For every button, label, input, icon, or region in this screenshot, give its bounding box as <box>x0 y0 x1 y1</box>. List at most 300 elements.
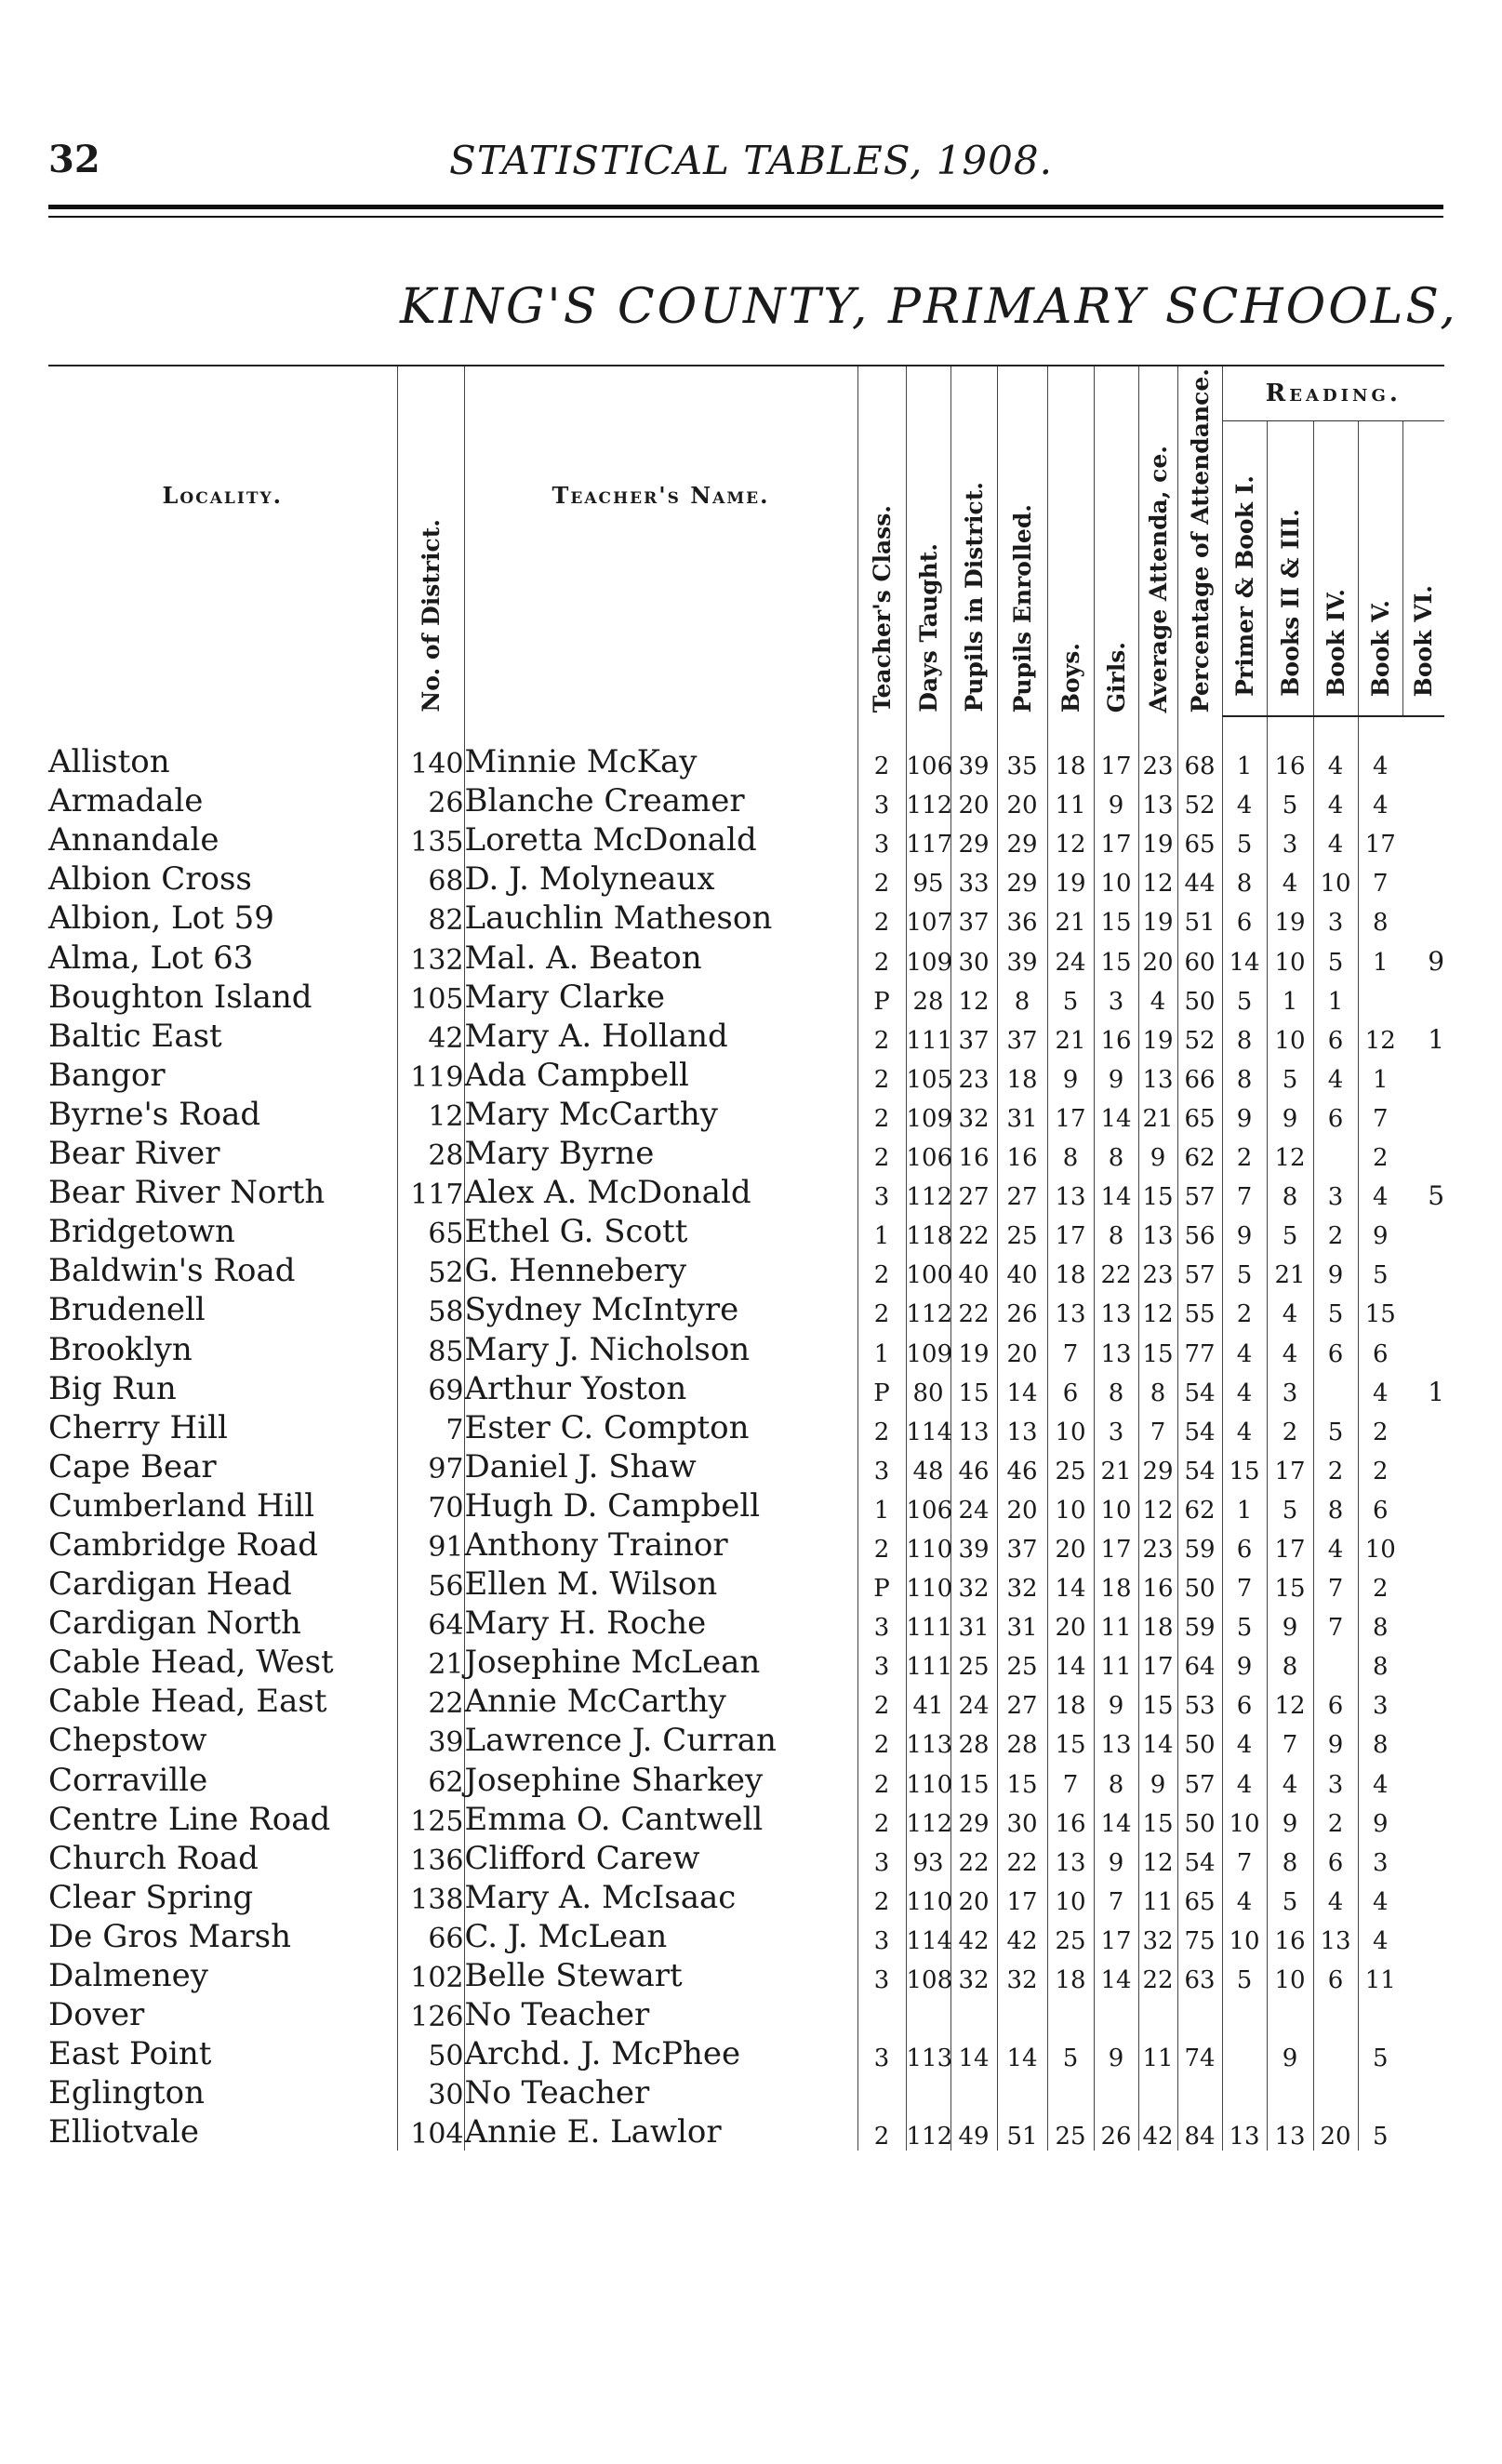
cell-book-6 <box>1402 780 1444 819</box>
cell-days: 110 <box>906 1525 950 1564</box>
cell-teacher: Lawrence J. Curran <box>464 1720 857 1759</box>
cell-book-4 <box>1313 1368 1358 1407</box>
header-primer: Primer & Book I. <box>1230 475 1258 697</box>
cell-pupils-district: 20 <box>950 1877 997 1916</box>
cell-boys: 10 <box>1047 1877 1094 1916</box>
cell-average: 42 <box>1138 2111 1177 2151</box>
cell-days: 100 <box>906 1250 950 1289</box>
cell-teacher: Mary Clarke <box>464 977 857 1016</box>
cell-pupils-enrolled: 14 <box>997 2033 1047 2072</box>
header-district: No. of District. <box>417 519 445 713</box>
cell-percentage: 54 <box>1177 1838 1222 1877</box>
cell-percentage: 57 <box>1177 1172 1222 1211</box>
cell-boys: 9 <box>1047 1055 1094 1094</box>
table-row <box>48 1094 1444 1133</box>
cell-girls: 17 <box>1094 716 1138 780</box>
cell-average: 19 <box>1138 819 1177 859</box>
cell-boys: 18 <box>1047 1250 1094 1289</box>
cell-book-5: 4 <box>1358 1916 1402 1955</box>
cell-days: 112 <box>906 1172 950 1211</box>
cell-book-5: 1 <box>1358 937 1402 976</box>
cell-girls: 14 <box>1094 1172 1138 1211</box>
cell-locality: Annandale <box>48 821 219 859</box>
cell-pupils-enrolled: 15 <box>997 1759 1047 1798</box>
cell-class: 3 <box>857 1642 906 1681</box>
cell-boys: 20 <box>1047 1525 1094 1564</box>
cell-book-4: 20 <box>1313 2111 1358 2151</box>
cell-percentage: 44 <box>1177 859 1222 898</box>
cell-book-6: 9 <box>1428 945 1445 977</box>
cell-locality: Armadale <box>48 782 204 820</box>
cell-books-2-3: 10 <box>1267 1955 1313 1994</box>
cell-book-5: 10 <box>1358 1525 1402 1564</box>
cell-percentage: 65 <box>1177 1094 1222 1133</box>
cell-teacher: Ada Campbell <box>464 1055 857 1094</box>
cell-book-5: 9 <box>1358 1799 1402 1838</box>
cell-girls: 14 <box>1094 1094 1138 1133</box>
header-average: Average Attenda, ce. <box>1144 445 1172 713</box>
cell-days: 112 <box>906 1289 950 1328</box>
cell-boys: 14 <box>1047 1642 1094 1681</box>
cell-pupils-enrolled: 20 <box>997 1328 1047 1367</box>
cell-book-4: 5 <box>1313 1289 1358 1328</box>
cell-class: 2 <box>857 898 906 937</box>
cell-books-2-3: 7 <box>1267 1720 1313 1759</box>
cell-locality: Church Road <box>48 1839 259 1877</box>
cell-book-4: 7 <box>1313 1564 1358 1603</box>
cell-average: 17 <box>1138 1642 1177 1681</box>
cell-primer <box>1222 2033 1267 2072</box>
cell-girls: 3 <box>1094 1407 1138 1446</box>
cell-book-6 <box>1402 1642 1444 1681</box>
table-row <box>48 780 1444 819</box>
cell-boys: 19 <box>1047 859 1094 898</box>
cell-book-6: 1 <box>1428 1023 1445 1055</box>
cell-days: 113 <box>906 1720 950 1759</box>
cell-class <box>857 1994 906 2033</box>
cell-teacher: Lauchlin Matheson <box>464 898 857 937</box>
table-row <box>48 819 1444 859</box>
cell-days: 114 <box>906 1407 950 1446</box>
cell-book-5: 6 <box>1358 1328 1402 1367</box>
cell-boys: 12 <box>1047 819 1094 859</box>
cell-pupils-enrolled: 17 <box>997 1877 1047 1916</box>
cell-pupils-enrolled: 20 <box>997 780 1047 819</box>
cell-girls: 14 <box>1094 1799 1138 1838</box>
cell-pupils-district: 28 <box>950 1720 997 1759</box>
cell-book-4: 10 <box>1313 859 1358 898</box>
cell-book-4 <box>1313 2072 1358 2111</box>
cell-district: 26 <box>397 780 464 819</box>
header-percentage: Percentage of Attendance. <box>1186 367 1214 713</box>
cell-district: 136 <box>397 1838 464 1877</box>
cell-book-6 <box>1402 1055 1444 1094</box>
cell-girls: 13 <box>1094 1289 1138 1328</box>
cell-percentage: 50 <box>1177 1799 1222 1838</box>
cell-average: 15 <box>1138 1681 1177 1720</box>
cell-locality: Brooklyn <box>48 1330 193 1368</box>
cell-books-2-3: 17 <box>1267 1525 1313 1564</box>
cell-primer: 4 <box>1222 1328 1267 1367</box>
cell-girls: 13 <box>1094 1328 1138 1367</box>
cell-book-4: 13 <box>1313 1916 1358 1955</box>
header-boys: Boys. <box>1057 642 1084 713</box>
cell-pupils-district: 22 <box>950 1289 997 1328</box>
cell-days: 108 <box>906 1955 950 1994</box>
cell-average: 8 <box>1138 1368 1177 1407</box>
cell-percentage: 52 <box>1177 780 1222 819</box>
table-row <box>48 1055 1444 1094</box>
cell-pupils-district: 42 <box>950 1916 997 1955</box>
cell-girls: 22 <box>1094 1250 1138 1289</box>
cell-books-2-3: 5 <box>1267 1485 1313 1525</box>
cell-book-4: 6 <box>1313 1016 1358 1055</box>
cell-class: 2 <box>857 1877 906 1916</box>
cell-average: 13 <box>1138 1211 1177 1250</box>
cell-class: 2 <box>857 1525 906 1564</box>
cell-book-4: 6 <box>1313 1328 1358 1367</box>
cell-average: 19 <box>1138 1016 1177 1055</box>
cell-percentage: 56 <box>1177 1211 1222 1250</box>
cell-district: 117 <box>397 1172 464 1211</box>
cell-book-5: 1 <box>1358 1055 1402 1094</box>
cell-primer <box>1222 1994 1267 2033</box>
cell-book-4: 2 <box>1313 1446 1358 1485</box>
cell-pupils-enrolled: 22 <box>997 1838 1047 1877</box>
table-row <box>48 1407 1444 1446</box>
cell-class: 2 <box>857 1133 906 1172</box>
cell-pupils-enrolled: 25 <box>997 1642 1047 1681</box>
cell-pupils-enrolled: 30 <box>997 1799 1047 1838</box>
cell-class: 1 <box>857 1328 906 1367</box>
cell-class: 3 <box>857 1172 906 1211</box>
cell-book-4 <box>1313 1642 1358 1681</box>
cell-percentage: 59 <box>1177 1525 1222 1564</box>
cell-class: P <box>857 1564 906 1603</box>
cell-book-6 <box>1402 977 1444 1016</box>
cell-locality: Byrne's Road <box>48 1095 261 1133</box>
cell-days: 111 <box>906 1642 950 1681</box>
cell-girls: 18 <box>1094 1564 1138 1603</box>
table-row <box>48 716 1444 780</box>
cell-district: 65 <box>397 1211 464 1250</box>
cell-teacher: Mary A. McIsaac <box>464 1877 857 1916</box>
cell-boys: 7 <box>1047 1759 1094 1798</box>
cell-locality: Bangor <box>48 1056 166 1094</box>
cell-average: 19 <box>1138 898 1177 937</box>
table-row <box>48 1799 1444 1838</box>
cell-boys: 16 <box>1047 1799 1094 1838</box>
cell-girls: 8 <box>1094 1759 1138 1798</box>
cell-books-2-3: 4 <box>1267 859 1313 898</box>
cell-days: 110 <box>906 1564 950 1603</box>
cell-days: 113 <box>906 2033 950 2072</box>
cell-girls: 8 <box>1094 1133 1138 1172</box>
cell-class: 3 <box>857 1955 906 1994</box>
cell-class: 2 <box>857 1289 906 1328</box>
cell-district: 135 <box>397 819 464 859</box>
cell-district: 138 <box>397 1877 464 1916</box>
cell-district: 64 <box>397 1603 464 1642</box>
cell-average: 11 <box>1138 1877 1177 1916</box>
cell-percentage: 84 <box>1177 2111 1222 2151</box>
cell-locality: Eglington <box>48 2074 206 2112</box>
cell-days: 107 <box>906 898 950 937</box>
cell-district: 104 <box>397 2111 464 2151</box>
cell-locality: Boughton Island <box>48 978 312 1016</box>
cell-pupils-enrolled: 37 <box>997 1016 1047 1055</box>
cell-district: 68 <box>397 859 464 898</box>
cell-book-5: 5 <box>1358 1250 1402 1289</box>
cell-pupils-district: 39 <box>950 1525 997 1564</box>
cell-class: 3 <box>857 1603 906 1642</box>
cell-pupils-district: 37 <box>950 898 997 937</box>
cell-boys: 18 <box>1047 716 1094 780</box>
cell-days: 117 <box>906 819 950 859</box>
cell-books-2-3: 4 <box>1267 1289 1313 1328</box>
header-pupils-district: Pupils in District. <box>960 482 988 713</box>
cell-book-4: 5 <box>1313 1407 1358 1446</box>
cell-teacher: D. J. Molyneaux <box>464 859 857 898</box>
cell-locality: Cardigan North <box>48 1605 301 1643</box>
cell-book-4: 4 <box>1313 819 1358 859</box>
cell-pupils-enrolled: 36 <box>997 898 1047 937</box>
cell-girls: 17 <box>1094 819 1138 859</box>
cell-percentage: 53 <box>1177 1681 1222 1720</box>
cell-district: 50 <box>397 2033 464 2072</box>
cell-locality: Elliotvale <box>48 2113 200 2151</box>
cell-teacher: No Teacher <box>464 1994 857 2033</box>
cell-locality: Cable Head, East <box>48 1683 327 1721</box>
cell-locality: Big Run <box>48 1369 177 1407</box>
cell-girls: 11 <box>1094 1642 1138 1681</box>
cell-teacher: Ethel G. Scott <box>464 1211 857 1250</box>
table-row <box>48 1877 1444 1916</box>
header-teacher: Teacher's Name. <box>552 481 770 509</box>
cell-locality: Brudenell <box>48 1291 206 1329</box>
cell-books-2-3: 8 <box>1267 1642 1313 1681</box>
cell-pupils-district: 40 <box>950 1250 997 1289</box>
cell-locality: Albion Cross <box>48 860 252 899</box>
cell-district: 7 <box>397 1407 464 1446</box>
cell-primer: 9 <box>1222 1642 1267 1681</box>
cell-average: 16 <box>1138 1564 1177 1603</box>
cell-books-2-3: 12 <box>1267 1681 1313 1720</box>
cell-girls <box>1094 1994 1138 2033</box>
cell-class: 2 <box>857 1407 906 1446</box>
cell-books-2-3: 19 <box>1267 898 1313 937</box>
cell-locality: Bear River <box>48 1135 220 1173</box>
cell-books-2-3: 16 <box>1267 716 1313 780</box>
cell-book-4: 9 <box>1313 1720 1358 1759</box>
cell-class: 3 <box>857 2033 906 2072</box>
cell-primer: 2 <box>1222 1289 1267 1328</box>
cell-pupils-district: 33 <box>950 859 997 898</box>
table-row <box>48 1250 1444 1289</box>
cell-days <box>906 2072 950 2111</box>
cell-percentage: 62 <box>1177 1133 1222 1172</box>
cell-average: 9 <box>1138 1133 1177 1172</box>
cell-primer: 6 <box>1222 1525 1267 1564</box>
cell-primer: 8 <box>1222 1055 1267 1094</box>
cell-books-2-3 <box>1267 2072 1313 2111</box>
cell-books-2-3 <box>1267 1994 1313 2033</box>
cell-book-5: 7 <box>1358 1094 1402 1133</box>
page-number: 32 <box>48 138 100 181</box>
table-subtitle: KING'S COUNTY, PRIMARY SCHOOLS, <box>400 279 1458 335</box>
cell-book-5: 7 <box>1358 859 1402 898</box>
cell-district: 21 <box>397 1642 464 1681</box>
cell-days: 106 <box>906 1485 950 1525</box>
cell-book-6: 5 <box>1428 1180 1445 1212</box>
cell-percentage: 51 <box>1177 898 1222 937</box>
cell-book-4: 6 <box>1313 1094 1358 1133</box>
cell-book-6 <box>1402 1250 1444 1289</box>
header-book-5: Book V. <box>1366 599 1394 697</box>
cell-girls: 9 <box>1094 2033 1138 2072</box>
cell-book-5: 2 <box>1358 1564 1402 1603</box>
cell-average: 20 <box>1138 937 1177 976</box>
cell-books-2-3: 9 <box>1267 1094 1313 1133</box>
header-rule-thick <box>48 205 1443 209</box>
running-title: STATISTICAL TABLES, 1908. <box>449 138 1053 183</box>
cell-pupils-enrolled: 25 <box>997 1211 1047 1250</box>
cell-percentage: 60 <box>1177 937 1222 976</box>
cell-primer: 9 <box>1222 1211 1267 1250</box>
cell-days: 109 <box>906 1328 950 1367</box>
cell-boys: 5 <box>1047 2033 1094 2072</box>
cell-days: 111 <box>906 1016 950 1055</box>
cell-percentage: 77 <box>1177 1328 1222 1367</box>
table-row <box>48 1446 1444 1485</box>
cell-days: 114 <box>906 1916 950 1955</box>
cell-book-5: 9 <box>1358 1211 1402 1250</box>
cell-pupils-district: 12 <box>950 977 997 1016</box>
table-row <box>48 1485 1444 1525</box>
header-book-6: Book VI. <box>1410 584 1438 697</box>
cell-books-2-3: 12 <box>1267 1133 1313 1172</box>
cell-district: 39 <box>397 1720 464 1759</box>
cell-class: 2 <box>857 937 906 976</box>
cell-teacher: Alex A. McDonald <box>464 1172 857 1211</box>
cell-district: 132 <box>397 937 464 976</box>
cell-boys: 25 <box>1047 1916 1094 1955</box>
cell-pupils-district: 20 <box>950 780 997 819</box>
cell-teacher: Emma O. Cantwell <box>464 1799 857 1838</box>
cell-class: 2 <box>857 1720 906 1759</box>
cell-pupils-district: 27 <box>950 1172 997 1211</box>
cell-locality: Bear River North <box>48 1174 326 1212</box>
cell-percentage: 57 <box>1177 1759 1222 1798</box>
cell-class: 2 <box>857 1055 906 1094</box>
cell-book-4: 3 <box>1313 898 1358 937</box>
cell-average: 14 <box>1138 1720 1177 1759</box>
cell-pupils-district: 23 <box>950 1055 997 1094</box>
cell-locality: Alma, Lot 63 <box>48 939 254 977</box>
cell-boys: 14 <box>1047 1564 1094 1603</box>
cell-pupils-enrolled: 32 <box>997 1564 1047 1603</box>
cell-pupils-district: 32 <box>950 1094 997 1133</box>
cell-primer: 7 <box>1222 1172 1267 1211</box>
cell-boys: 21 <box>1047 1016 1094 1055</box>
cell-locality: Chepstow <box>48 1722 207 1760</box>
schools-table-body <box>48 716 1444 2151</box>
cell-primer: 5 <box>1222 977 1267 1016</box>
cell-book-5: 8 <box>1358 898 1402 937</box>
cell-class: 2 <box>857 1094 906 1133</box>
cell-teacher: Loretta McDonald <box>464 819 857 859</box>
cell-girls: 15 <box>1094 898 1138 937</box>
cell-books-2-3: 8 <box>1267 1172 1313 1211</box>
cell-book-4: 2 <box>1313 1211 1358 1250</box>
cell-book-4: 8 <box>1313 1485 1358 1525</box>
cell-primer <box>1222 2072 1267 2111</box>
cell-teacher: Blanche Creamer <box>464 780 857 819</box>
cell-class: 2 <box>857 716 906 780</box>
cell-book-6 <box>1402 716 1444 780</box>
cell-primer: 4 <box>1222 1759 1267 1798</box>
cell-pupils-enrolled: 14 <box>997 1368 1047 1407</box>
cell-pupils-enrolled: 35 <box>997 716 1047 780</box>
cell-book-4: 4 <box>1313 780 1358 819</box>
table-row <box>48 2033 1444 2072</box>
schools-table <box>48 365 1444 2151</box>
table-row <box>48 1720 1444 1759</box>
cell-books-2-3: 21 <box>1267 1250 1313 1289</box>
cell-books-2-3: 5 <box>1267 1877 1313 1916</box>
cell-days: 110 <box>906 1759 950 1798</box>
cell-boys <box>1047 2072 1094 2111</box>
cell-primer: 8 <box>1222 1016 1267 1055</box>
cell-books-2-3: 16 <box>1267 1916 1313 1955</box>
cell-book-6 <box>1402 1955 1444 1994</box>
cell-pupils-enrolled: 16 <box>997 1133 1047 1172</box>
cell-pupils-enrolled: 37 <box>997 1525 1047 1564</box>
cell-book-6 <box>1402 2033 1444 2072</box>
cell-primer: 5 <box>1222 1250 1267 1289</box>
cell-teacher: Minnie McKay <box>464 716 857 780</box>
cell-books-2-3: 3 <box>1267 819 1313 859</box>
cell-book-6 <box>1402 1564 1444 1603</box>
header-row-top <box>48 366 1444 421</box>
cell-percentage: 75 <box>1177 1916 1222 1955</box>
cell-pupils-district: 32 <box>950 1955 997 1994</box>
cell-pupils-district: 15 <box>950 1368 997 1407</box>
cell-pupils-district <box>950 2072 997 2111</box>
cell-pupils-district: 22 <box>950 1211 997 1250</box>
cell-teacher: Anthony Trainor <box>464 1525 857 1564</box>
cell-district: 85 <box>397 1328 464 1367</box>
cell-teacher: Josephine McLean <box>464 1642 857 1681</box>
cell-boys: 18 <box>1047 1955 1094 1994</box>
cell-girls: 17 <box>1094 1916 1138 1955</box>
cell-primer: 10 <box>1222 1799 1267 1838</box>
cell-locality: Bridgetown <box>48 1213 235 1251</box>
cell-teacher: Mary H. Roche <box>464 1603 857 1642</box>
cell-boys: 21 <box>1047 898 1094 937</box>
cell-girls: 16 <box>1094 1016 1138 1055</box>
cell-girls: 14 <box>1094 1955 1138 1994</box>
cell-primer: 14 <box>1222 937 1267 976</box>
cell-pupils-enrolled: 51 <box>997 2111 1047 2151</box>
cell-pupils-enrolled: 8 <box>997 977 1047 1016</box>
header-class: Teacher's Class. <box>868 504 896 713</box>
cell-books-2-3: 13 <box>1267 2111 1313 2151</box>
cell-pupils-enrolled: 18 <box>997 1055 1047 1094</box>
cell-book-5: 17 <box>1358 819 1402 859</box>
cell-teacher: Annie E. Lawlor <box>464 2111 857 2151</box>
cell-pupils-district: 30 <box>950 937 997 976</box>
